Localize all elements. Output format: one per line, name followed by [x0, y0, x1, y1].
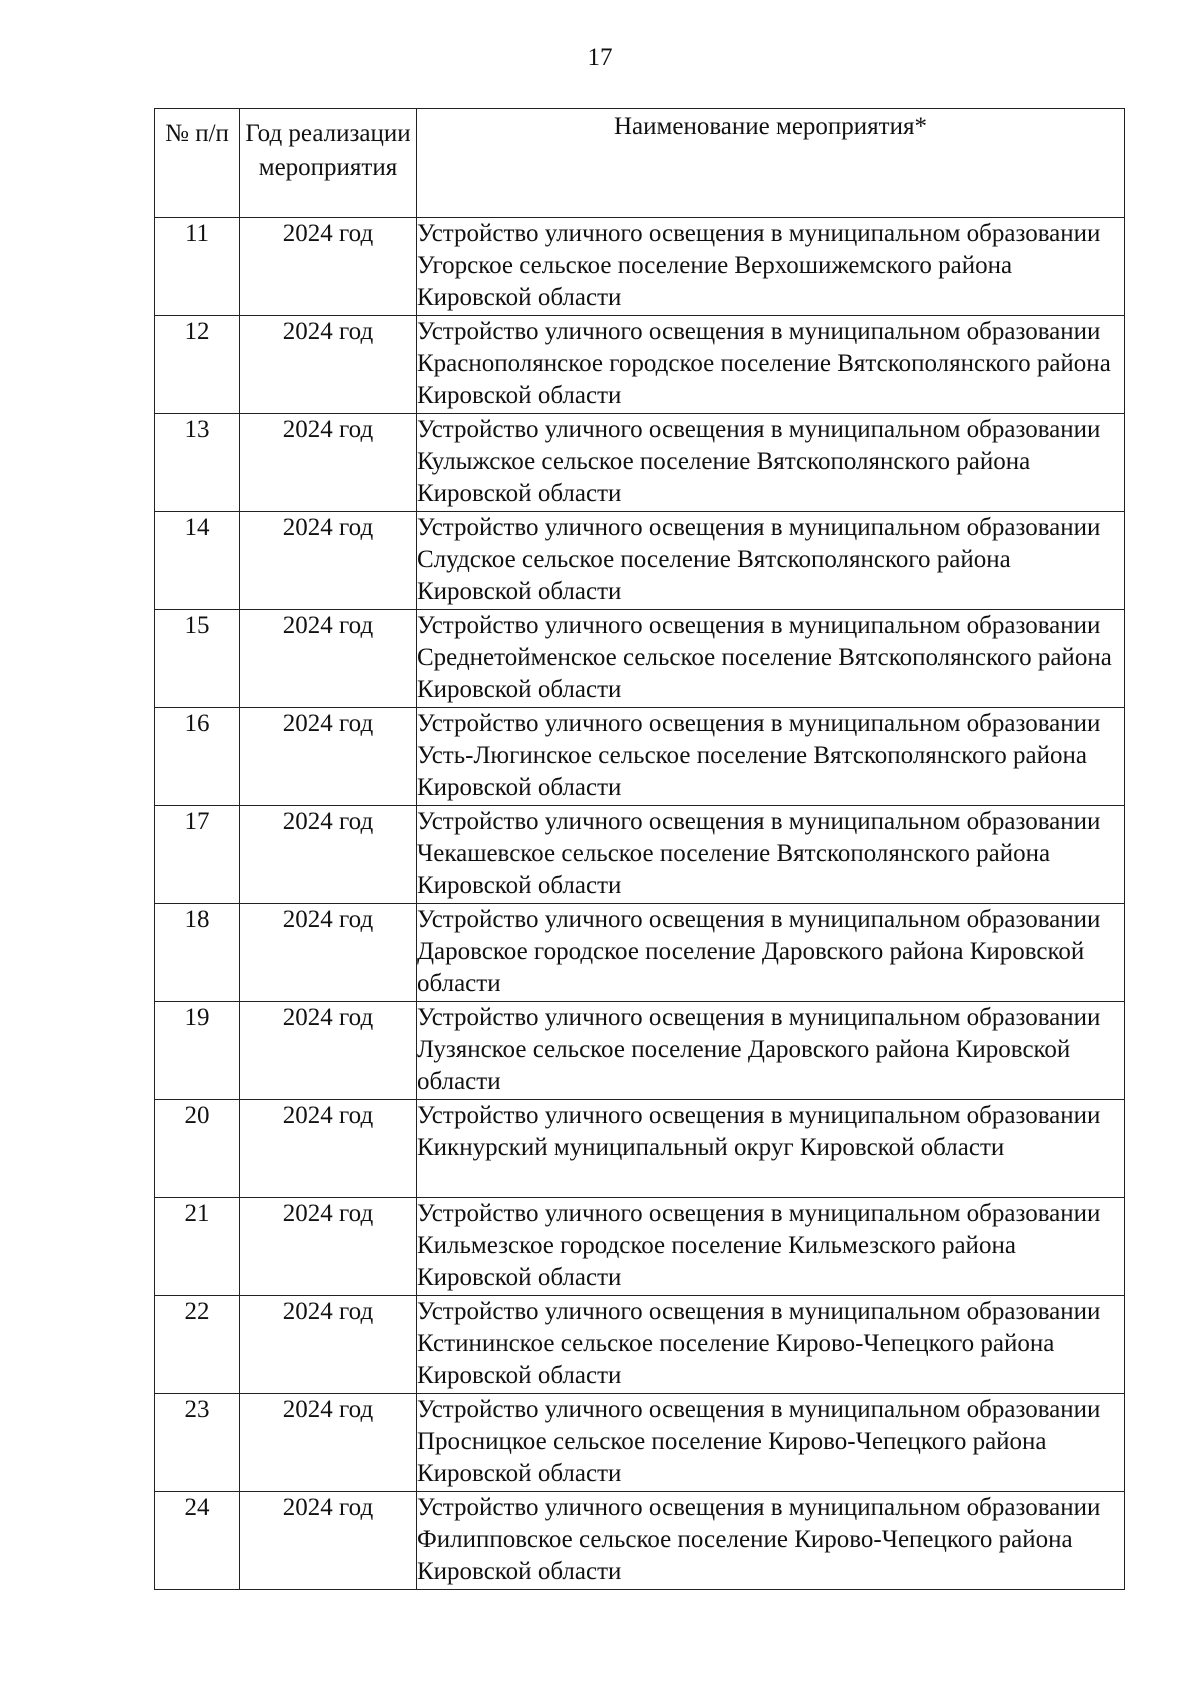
- table-row: [155, 1100, 1125, 1198]
- header-num: № п/п: [155, 109, 240, 218]
- table-row: [155, 904, 1125, 1002]
- row-measure-name: Устройство уличного освещения в муниципальном образовании Просницкое сельское поселение Кирово-Чепецкого района Кировской области: [417, 1394, 1125, 1492]
- page-number: 17: [587, 44, 613, 71]
- row-measure-name: Устройство уличного освещения в муниципальном образовании Кильмезское городское поселение Кильмезского района Кировской области: [417, 1198, 1125, 1296]
- row-measure-name: Устройство уличного освещения в муниципальном образовании Кстининское сельское поселение Кирово-Чепецкого района Кировской области: [417, 1296, 1125, 1394]
- row-measure-name: Устройство уличного освещения в муниципальном образовании Слудское сельское поселение Вятскополянского района Кировской области: [417, 512, 1125, 610]
- row-year: 2024 год: [240, 1492, 417, 1590]
- row-number: 11: [155, 218, 240, 316]
- row-number: 20: [155, 1100, 240, 1198]
- row-year: 2024 год: [240, 1394, 417, 1492]
- row-measure-name: Устройство уличного освещения в муниципальном образовании Чекашевское сельское поселение Вятскополянского района Кировской области: [417, 806, 1125, 904]
- header-name: Наименование мероприятия*: [417, 109, 1125, 218]
- row-number: 12: [155, 316, 240, 414]
- table-header-row: [155, 109, 1125, 218]
- row-year: 2024 год: [240, 1100, 417, 1198]
- table-row: [155, 1296, 1125, 1394]
- row-number: 24: [155, 1492, 240, 1590]
- row-year: 2024 год: [240, 1296, 417, 1394]
- row-number: 22: [155, 1296, 240, 1394]
- table-row: [155, 316, 1125, 414]
- row-number: 13: [155, 414, 240, 512]
- row-year: 2024 год: [240, 610, 417, 708]
- table-row: [155, 1492, 1125, 1590]
- row-measure-name: Устройство уличного освещения в муниципальном образовании Даровское городское поселение Даровского района Кировской области: [417, 904, 1125, 1002]
- table-row: [155, 1002, 1125, 1100]
- row-year: 2024 год: [240, 904, 417, 1002]
- row-year: 2024 год: [240, 708, 417, 806]
- table-row: [155, 218, 1125, 316]
- row-measure-name: Устройство уличного освещения в муниципальном образовании Кулыжское сельское поселение Вятскополянского района Кировской области: [417, 414, 1125, 512]
- table-row: [155, 1394, 1125, 1492]
- table-row: [155, 708, 1125, 806]
- row-number: 17: [155, 806, 240, 904]
- row-number: 18: [155, 904, 240, 1002]
- table-row: [155, 806, 1125, 904]
- row-number: 16: [155, 708, 240, 806]
- table-body: [155, 218, 1125, 1590]
- row-year: 2024 год: [240, 414, 417, 512]
- row-measure-name: Устройство уличного освещения в муниципальном образовании Лузянское сельское поселение Даровского района Кировской области: [417, 1002, 1125, 1100]
- row-year: 2024 год: [240, 1198, 417, 1296]
- row-year: 2024 год: [240, 806, 417, 904]
- row-number: 14: [155, 512, 240, 610]
- header-year: Год реализации мероприятия: [240, 109, 417, 218]
- row-year: 2024 год: [240, 1002, 417, 1100]
- measures-table: [154, 108, 1125, 1590]
- row-year: 2024 год: [240, 218, 417, 316]
- row-measure-name: Устройство уличного освещения в муниципальном образовании Угорское сельское поселение Верхошижемского района Кировской области: [417, 218, 1125, 316]
- table-row: [155, 414, 1125, 512]
- row-number: 15: [155, 610, 240, 708]
- row-measure-name: Устройство уличного освещения в муниципальном образовании Среднетойменское сельское поселение Вятскополянского района Кировской области: [417, 610, 1125, 708]
- table-row: [155, 1198, 1125, 1296]
- row-measure-name: Устройство уличного освещения в муниципальном образовании Филипповское сельское поселение Кирово-Чепецкого района Кировской области: [417, 1492, 1125, 1590]
- row-number: 23: [155, 1394, 240, 1492]
- table-row: [155, 610, 1125, 708]
- table-row: [155, 512, 1125, 610]
- row-year: 2024 год: [240, 316, 417, 414]
- row-measure-name: Устройство уличного освещения в муниципальном образовании Кикнурский муниципальный округ Кировской области: [417, 1100, 1125, 1198]
- row-number: 19: [155, 1002, 240, 1100]
- row-measure-name: Устройство уличного освещения в муниципальном образовании Краснополянское городское поселение Вятскополянского района Кировской области: [417, 316, 1125, 414]
- row-number: 21: [155, 1198, 240, 1296]
- row-year: 2024 год: [240, 512, 417, 610]
- row-measure-name: Устройство уличного освещения в муниципальном образовании Усть-Люгинское сельское поселение Вятскополянского района Кировской области: [417, 708, 1125, 806]
